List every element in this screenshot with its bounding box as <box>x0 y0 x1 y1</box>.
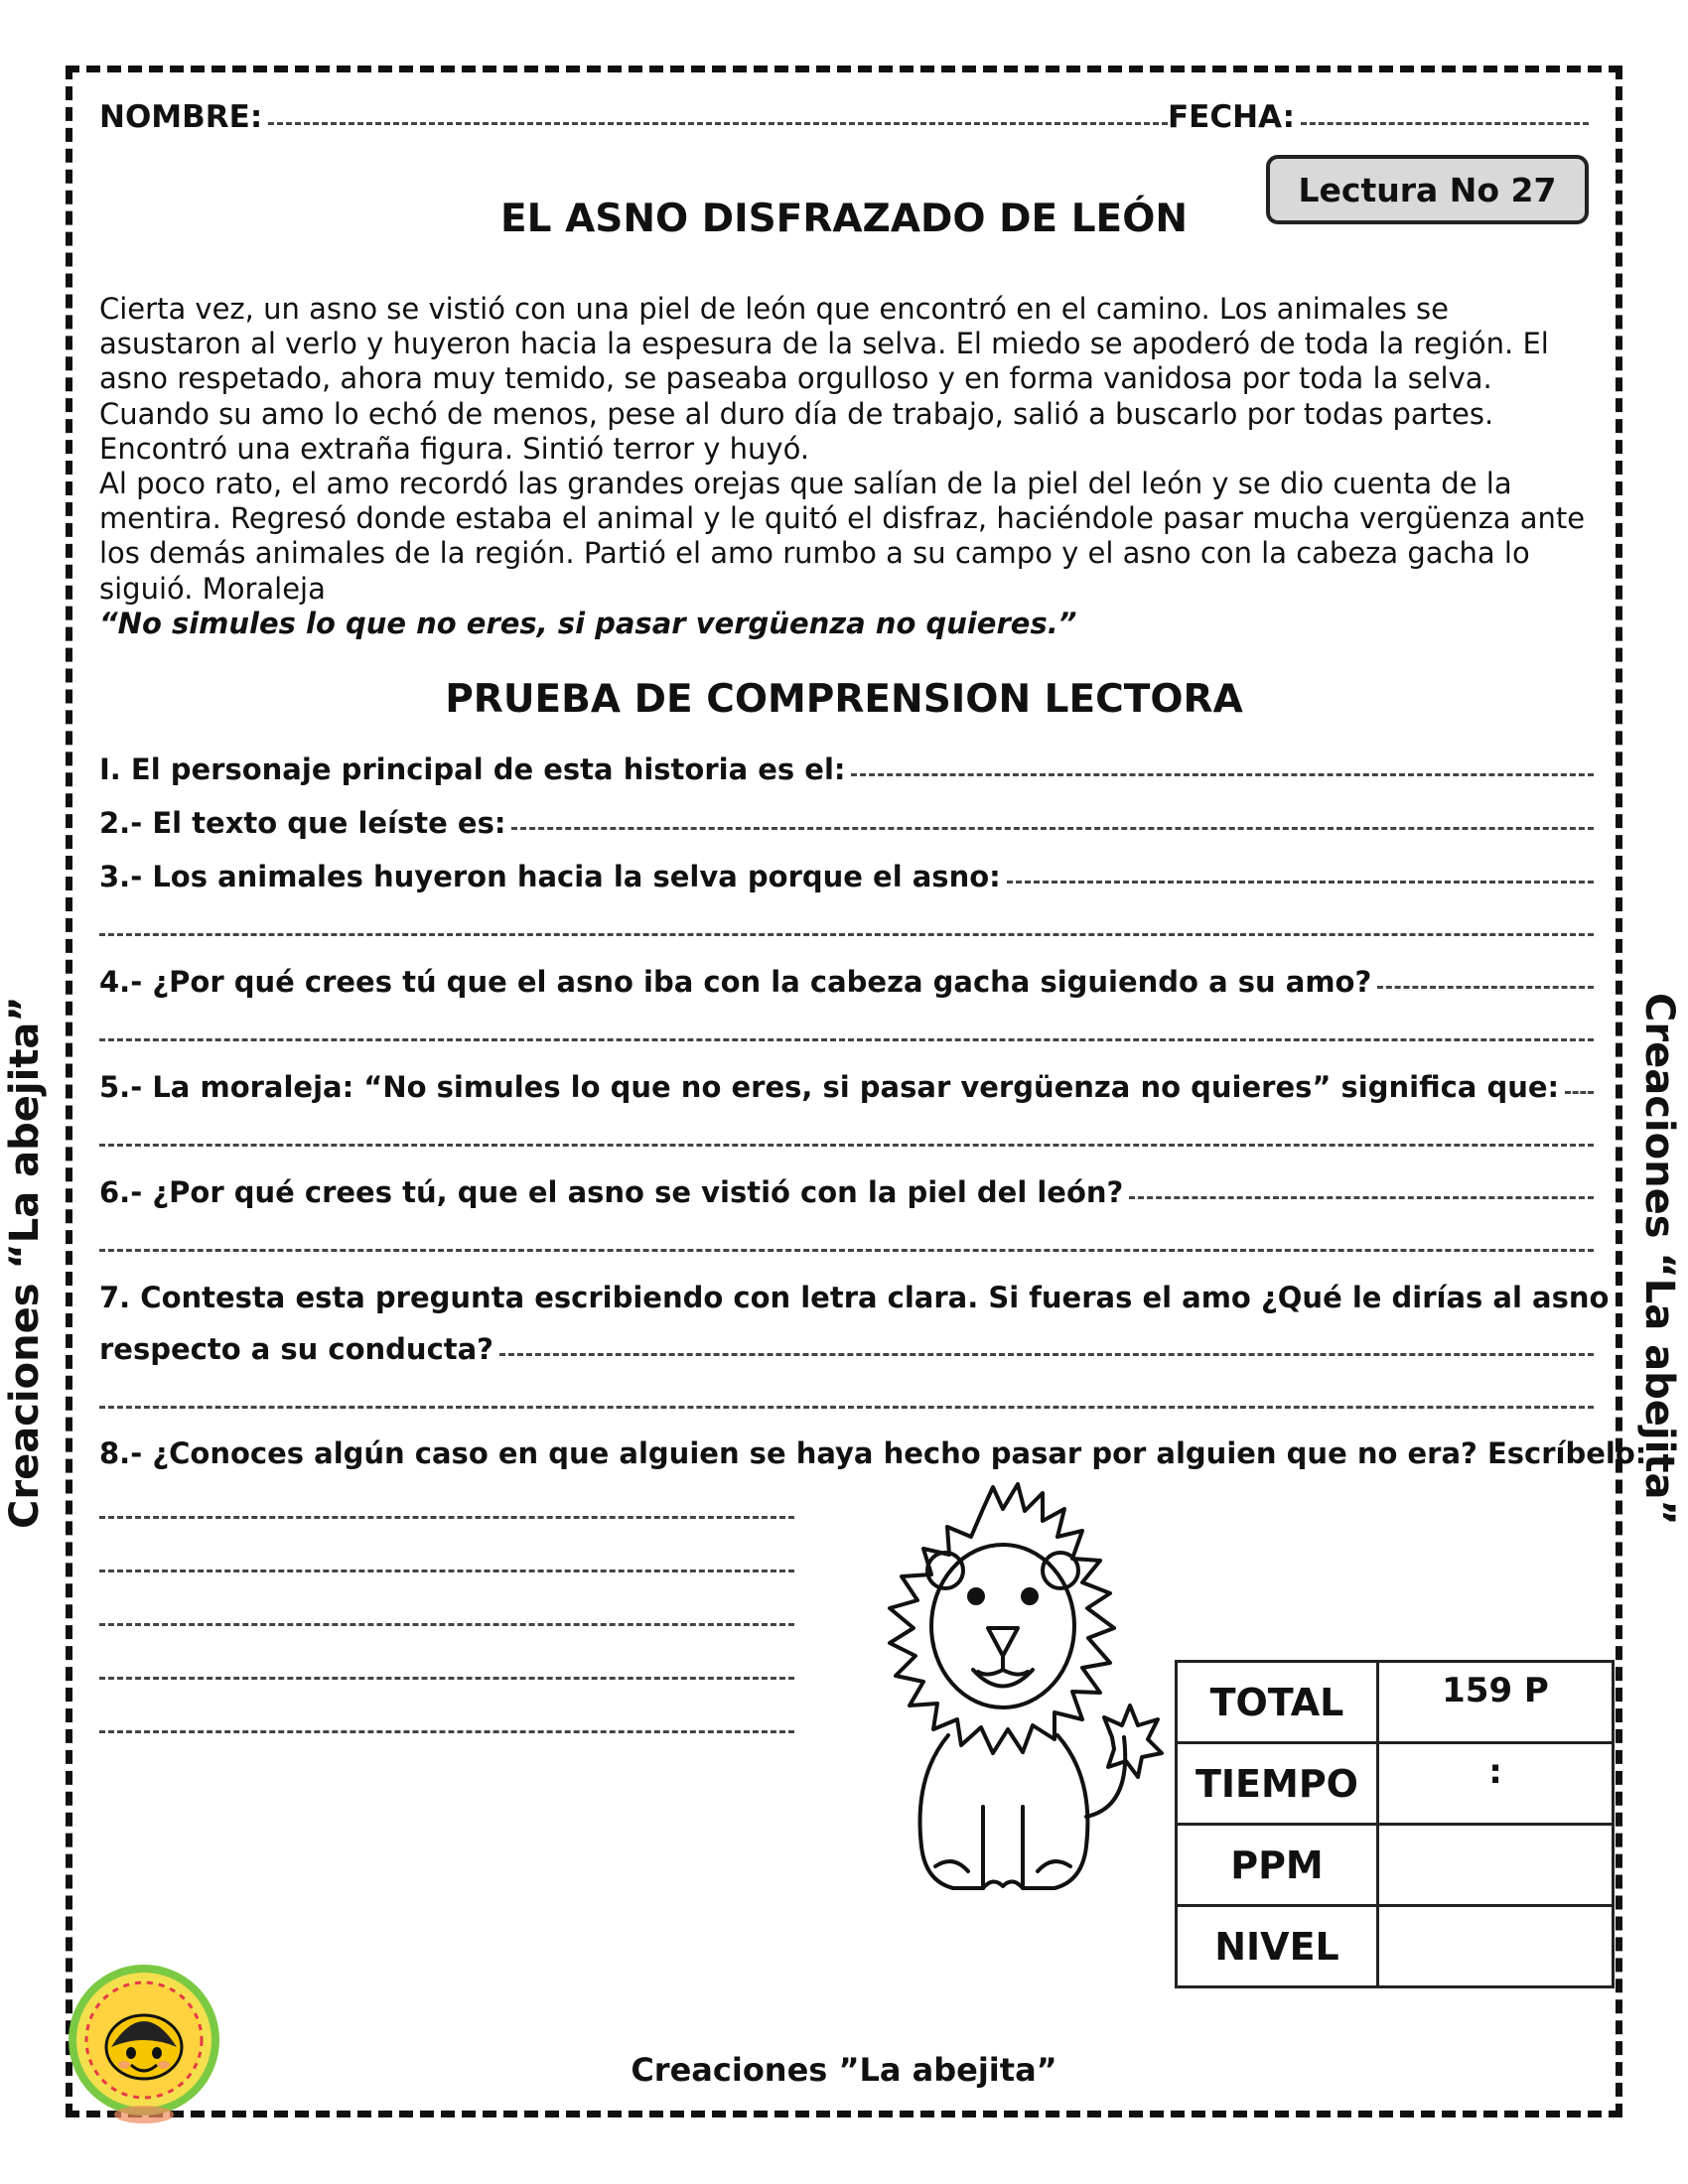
nombre-field[interactable] <box>268 122 1168 125</box>
story-moral: “No simules lo que no eres, si pasar vergüenza no quieres.” <box>99 606 1077 640</box>
answer-line[interactable] <box>99 1406 1594 1409</box>
answer-line[interactable] <box>99 1730 794 1733</box>
answer-line[interactable] <box>99 933 1594 936</box>
question-3 <box>99 860 1594 893</box>
nivel-label: NIVEL <box>1177 1906 1378 1987</box>
ppm-value[interactable] <box>1378 1825 1614 1906</box>
question-5 <box>99 1070 1594 1104</box>
total-label: TOTAL <box>1177 1662 1378 1743</box>
answer-line[interactable] <box>99 1623 794 1626</box>
answer-line[interactable] <box>99 1677 794 1680</box>
question-8-text: 8.- ¿Conoces algún caso en que alguien se haya hecho pasar por alguien que no era? Escríbelo: <box>99 1436 1647 1470</box>
lion-illustration <box>844 1479 1182 1916</box>
question-1 <box>99 752 1594 786</box>
question-8 <box>99 1436 1647 1470</box>
question-1-text: I. El personaje principal de esta historia es el: <box>99 752 846 786</box>
answer-line[interactable] <box>99 1038 1594 1041</box>
tiempo-value[interactable]: : <box>1378 1743 1614 1825</box>
question-2 <box>99 806 1594 840</box>
question-7-text: 7. Contesta esta pregunta escribiendo con letra clara. Si fueras el amo ¿Qué le dirías al asno <box>99 1281 1610 1314</box>
fecha-field[interactable] <box>1301 122 1589 125</box>
question-7-cont <box>99 1332 1594 1366</box>
story-paragraph: Al poco rato, el amo recordó las grandes orejas que salían de la piel del león y se dio cuenta de la mentira. Regresó donde estaba el animal y le quitó el disfraz, haciéndole pasar mucha vergüenza ante los demás animales de la región. Partió el amo rumbo a su campo y el asno con la cabeza gacha lo siguió. Moraleja <box>99 467 1586 606</box>
question-3-text: 3.- Los animales huyeron hacia la selva porque el asno: <box>99 860 1001 893</box>
answer-line[interactable] <box>99 1249 1594 1252</box>
question-6 <box>99 1175 1594 1209</box>
nombre-label: NOMBRE: <box>99 99 263 135</box>
side-watermark-right-text: Creaciones “La abejita” <box>1636 993 1682 1526</box>
answer-line[interactable] <box>99 1516 794 1519</box>
question-5-text: 5.- La moraleja: “No simules lo que no eres, si pasar vergüenza no quieres” significa que: <box>99 1070 1560 1104</box>
story-title: EL ASNO DISFRAZADO DE LEÓN <box>500 197 1188 241</box>
bee-logo <box>60 1956 228 2124</box>
answer-line[interactable] <box>1007 881 1594 884</box>
question-7 <box>99 1281 1610 1314</box>
total-value[interactable]: 159 P <box>1378 1662 1614 1743</box>
question-2-text: 2.- El texto que leíste es: <box>99 806 506 840</box>
answer-line[interactable] <box>511 827 1594 830</box>
question-4-text: 4.- ¿Por qué crees tú que el asno iba con la cabeza gacha siguiendo a su amo? <box>99 965 1372 999</box>
lectura-badge: Lectura No 27 <box>1266 155 1589 224</box>
test-title: PRUEBA DE COMPRENSION LECTORA <box>445 677 1243 722</box>
answer-line[interactable] <box>1377 986 1594 989</box>
question-7-text-cont: respecto a su conducta? <box>99 1332 494 1366</box>
nivel-value[interactable] <box>1378 1906 1614 1987</box>
story-text <box>99 292 1599 641</box>
ppm-label: PPM <box>1177 1825 1378 1906</box>
answer-line[interactable] <box>1129 1196 1594 1199</box>
side-watermark-left: Creaciones “La abejita” <box>2 996 48 1529</box>
answer-line[interactable] <box>1565 1091 1594 1094</box>
score-table <box>1175 1660 1615 1988</box>
answer-line[interactable] <box>99 1570 794 1572</box>
answer-line[interactable] <box>99 1144 1594 1147</box>
answer-line[interactable] <box>851 773 1594 776</box>
fecha-label: FECHA: <box>1167 99 1295 135</box>
story-paragraph: Cierta vez, un asno se vistió con una piel de león que encontró en el camino. Los animales se asustaron al verlo y huyeron hacia la espesura de la selva. El miedo se apoderó de toda la región. El asno respetado, ahora muy temido, se paseaba orgulloso y en forma vanidosa por toda la selva. Cuando su amo lo echó de menos, pese al duro día de trabajo, salió a buscarlo por todas partes. Encontró una extraña figura. Sintió terror y huyó. <box>99 292 1549 466</box>
question-4 <box>99 965 1594 999</box>
tiempo-label: TIEMPO <box>1177 1743 1378 1825</box>
header-row <box>99 99 1589 135</box>
answer-line[interactable] <box>499 1353 1594 1356</box>
footer-credit: Creaciones ”La abejita” <box>631 2051 1057 2089</box>
question-6-text: 6.- ¿Por qué crees tú, que el asno se vistió con la piel del león? <box>99 1175 1124 1209</box>
